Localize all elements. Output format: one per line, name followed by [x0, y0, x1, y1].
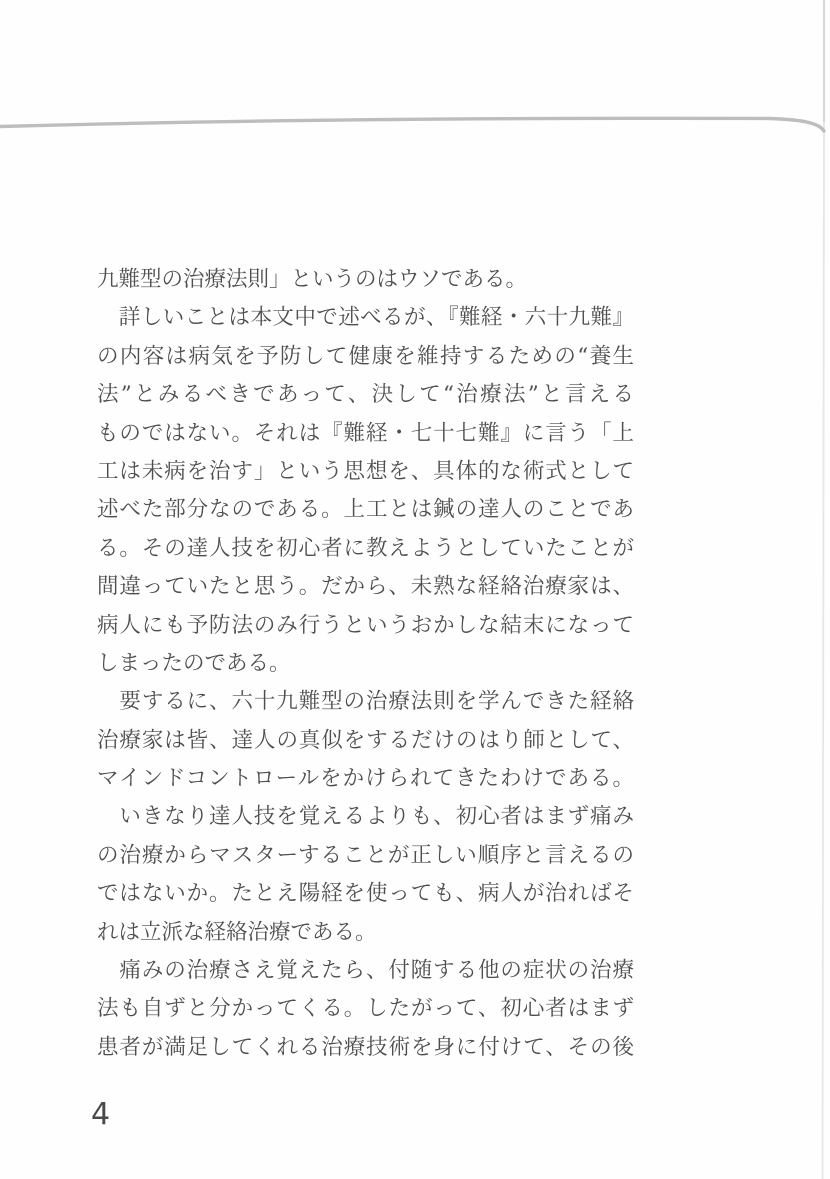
- text-line: マインドコントロールをかけられてきたわけである。: [97, 766, 634, 792]
- text-line: ではないか。たとえ陽経を使っても、病人が治ればそ: [97, 881, 634, 907]
- text-line: 述べた部分なのである。上工とは鍼の達人のことであ: [97, 497, 634, 523]
- text-line: 工は未病を治す」という思想を、具体的な術式として: [97, 458, 634, 484]
- text-line: の内容は病気を予防して健康を維持するための“養生: [97, 343, 634, 369]
- text-line: ものではない。それは『難経・七十七難』に言う「上: [97, 420, 634, 446]
- text-line: 要するに、六十九難型の治療法則を学んできた経絡: [97, 689, 634, 715]
- text-line: 法も自ずと分かってくる。したがって、初心者はまず: [97, 996, 634, 1022]
- text-line: る。その達人技を初心者に教えようとしていたことが: [97, 535, 634, 561]
- text-line: 間違っていたと思う。だから、未熟な経絡治療家は、: [97, 574, 634, 600]
- page-number: 4: [91, 1097, 111, 1132]
- body-text: [97, 261, 634, 1067]
- text-line: 病人にも予防法のみ行うというおかしな結末になって: [97, 612, 634, 638]
- text-line: の治療からマスターすることが正しい順序と言えるの: [97, 842, 634, 868]
- text-line: いきなり達人技を覚えるよりも、初心者はまず痛み: [97, 804, 634, 830]
- text-line: 九難型の治療法則」というのはウソである。: [97, 267, 528, 292]
- text-line: 痛みの治療さえ覚えたら、付随する他の症状の治療: [97, 958, 634, 984]
- text-line: 法”とみるべきであって、決して“治療法”と言える: [97, 382, 634, 408]
- page-right-edge-line: [823, 122, 825, 1179]
- text-line: しまったのである。: [97, 650, 291, 676]
- page-top-edge-line: [0, 118, 824, 131]
- text-line: れは立派な経絡治療である。: [97, 919, 377, 945]
- text-line: 治療家は皆、達人の真似をするだけのはり師として、: [97, 727, 634, 753]
- text-line: 詳しいことは本文中で述べるが、『難経・六十九難』: [97, 305, 634, 331]
- text-line: 患者が満足してくれる治療技術を身に付けて、その後: [97, 1034, 634, 1060]
